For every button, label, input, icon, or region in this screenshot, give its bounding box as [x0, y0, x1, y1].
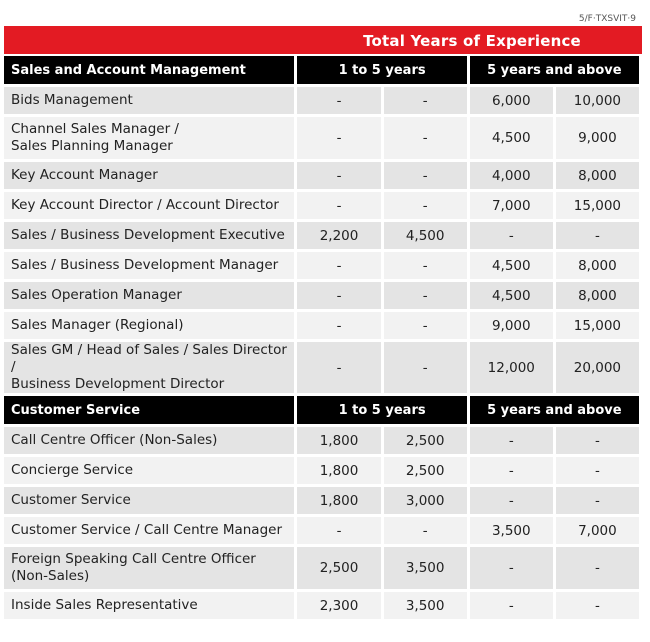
salary-value-cell: - — [470, 222, 556, 252]
salary-value-cell: 4,500 — [470, 252, 556, 282]
role-label-line: Channel Sales Manager / — [11, 121, 179, 137]
salary-value-cell: 10,000 — [556, 87, 642, 117]
salary-value-cell: - — [470, 592, 556, 622]
table-row — [4, 427, 642, 457]
salary-value-cell: - — [297, 87, 383, 117]
experience-banner — [4, 26, 642, 54]
salary-value-cell: - — [384, 252, 470, 282]
salary-value-cell: - — [384, 342, 470, 396]
role-label-line: Call Centre Officer (Non-Sales) — [11, 432, 218, 448]
table-row — [4, 252, 642, 282]
column-header-5-years-and-above: 5 years and above — [470, 396, 642, 427]
role-cell — [4, 117, 297, 162]
role-cell — [4, 87, 297, 117]
salary-value-cell: - — [297, 517, 383, 547]
column-header-1-to-5-years: 1 to 5 years — [297, 56, 469, 87]
salary-value-cell: 2,300 — [297, 592, 383, 622]
salary-value-cell: - — [470, 547, 556, 592]
role-label-line: Key Account Director / Account Director — [11, 197, 279, 213]
role-label-line: Sales Planning Manager — [11, 138, 173, 154]
salary-value-cell: 1,800 — [297, 427, 383, 457]
salary-value-cell: 4,500 — [384, 222, 470, 252]
salary-value-cell: - — [384, 117, 470, 162]
salary-value-cell: - — [297, 282, 383, 312]
salary-value-cell: 9,000 — [556, 117, 642, 162]
salary-value-cell: - — [384, 87, 470, 117]
role-label-line: Key Account Manager — [11, 167, 158, 183]
salary-value-cell: 8,000 — [556, 162, 642, 192]
role-cell — [4, 427, 297, 457]
salary-value-cell: 1,800 — [297, 487, 383, 517]
salary-value-cell: 20,000 — [556, 342, 642, 396]
role-cell — [4, 162, 297, 192]
role-label-line: Sales Operation Manager — [11, 287, 182, 303]
salary-value-cell: 4,500 — [470, 117, 556, 162]
table-row — [4, 192, 642, 222]
salary-value-cell: 3,500 — [384, 547, 470, 592]
table-row — [4, 222, 642, 252]
role-cell — [4, 487, 297, 517]
salary-value-cell: - — [384, 312, 470, 342]
salary-value-cell: - — [556, 487, 642, 517]
salary-value-cell: 9,000 — [470, 312, 556, 342]
salary-value-cell: - — [556, 222, 642, 252]
salary-value-cell: 1,800 — [297, 457, 383, 487]
salary-value-cell: - — [556, 547, 642, 592]
salary-value-cell: 8,000 — [556, 282, 642, 312]
salary-value-cell: 3,500 — [470, 517, 556, 547]
role-label-line: Inside Sales Representative — [11, 597, 198, 613]
role-label-line: Customer Service / Call Centre Manager — [11, 522, 282, 538]
role-cell — [4, 547, 297, 592]
table-row — [4, 117, 642, 162]
salary-value-cell: 15,000 — [556, 192, 642, 222]
column-header-1-to-5-years: 1 to 5 years — [297, 396, 469, 427]
salary-value-cell: - — [470, 427, 556, 457]
role-label-line: Sales GM / Head of Sales / Sales Director / — [11, 342, 287, 375]
section-header — [4, 396, 642, 427]
salary-value-cell: 7,000 — [556, 517, 642, 547]
role-label-line: Sales Manager (Regional) — [11, 317, 184, 333]
salary-value-cell: - — [297, 192, 383, 222]
salary-value-cell: - — [297, 162, 383, 192]
salary-value-cell: - — [384, 162, 470, 192]
table-row — [4, 517, 642, 547]
role-cell — [4, 592, 297, 622]
salary-value-cell: - — [556, 592, 642, 622]
salary-table-body — [4, 56, 642, 622]
table-row — [4, 487, 642, 517]
role-cell — [4, 342, 297, 396]
salary-value-cell: 7,000 — [470, 192, 556, 222]
salary-value-cell: 4,500 — [470, 282, 556, 312]
salary-value-cell: 4,000 — [470, 162, 556, 192]
salary-table — [4, 56, 642, 622]
role-cell — [4, 222, 297, 252]
salary-value-cell: 6,000 — [470, 87, 556, 117]
role-label-line: Business Development Director — [11, 376, 225, 392]
salary-value-cell: - — [297, 312, 383, 342]
role-label-line: Concierge Service — [11, 462, 134, 478]
salary-value-cell: - — [470, 457, 556, 487]
salary-value-cell: 15,000 — [556, 312, 642, 342]
section-header — [4, 56, 642, 87]
salary-value-cell: 12,000 — [470, 342, 556, 396]
role-cell — [4, 282, 297, 312]
table-row — [4, 457, 642, 487]
role-cell — [4, 457, 297, 487]
salary-value-cell: - — [297, 342, 383, 396]
role-label-line: Sales / Business Development Executive — [11, 227, 285, 243]
section-title: Sales and Account Management — [4, 56, 297, 87]
salary-value-cell: - — [297, 252, 383, 282]
salary-value-cell: - — [384, 517, 470, 547]
table-row — [4, 282, 642, 312]
table-row — [4, 312, 642, 342]
table-row — [4, 342, 642, 396]
table-row — [4, 547, 642, 592]
salary-value-cell: - — [556, 457, 642, 487]
salary-value-cell: - — [297, 117, 383, 162]
role-cell — [4, 517, 297, 547]
role-label-line: Foreign Speaking Call Centre Officer — [11, 551, 256, 567]
salary-value-cell: 2,200 — [297, 222, 383, 252]
salary-value-cell: 3,500 — [384, 592, 470, 622]
role-label-line: Sales / Business Development Manager — [11, 257, 279, 273]
salary-value-cell: 3,000 — [384, 487, 470, 517]
table-row — [4, 87, 642, 117]
role-cell — [4, 192, 297, 222]
banner-title: Total Years of Experience — [363, 32, 581, 50]
table-row — [4, 162, 642, 192]
column-header-5-years-and-above: 5 years and above — [470, 56, 642, 87]
section-title: Customer Service — [4, 396, 297, 427]
salary-value-cell: - — [384, 192, 470, 222]
table-row — [4, 592, 642, 622]
role-cell — [4, 312, 297, 342]
role-label-line: Customer Service — [11, 492, 131, 508]
salary-value-cell: - — [384, 282, 470, 312]
salary-value-cell: 2,500 — [384, 457, 470, 487]
salary-value-cell: 2,500 — [384, 427, 470, 457]
salary-value-cell: - — [470, 487, 556, 517]
salary-value-cell: 2,500 — [297, 547, 383, 592]
role-cell — [4, 252, 297, 282]
corner-text: 5/F·TXSVIT·9 — [578, 14, 636, 24]
salary-value-cell: 8,000 — [556, 252, 642, 282]
salary-value-cell: - — [556, 427, 642, 457]
role-label-line: (Non-Sales) — [11, 568, 90, 584]
role-label-line: Bids Management — [11, 92, 133, 108]
